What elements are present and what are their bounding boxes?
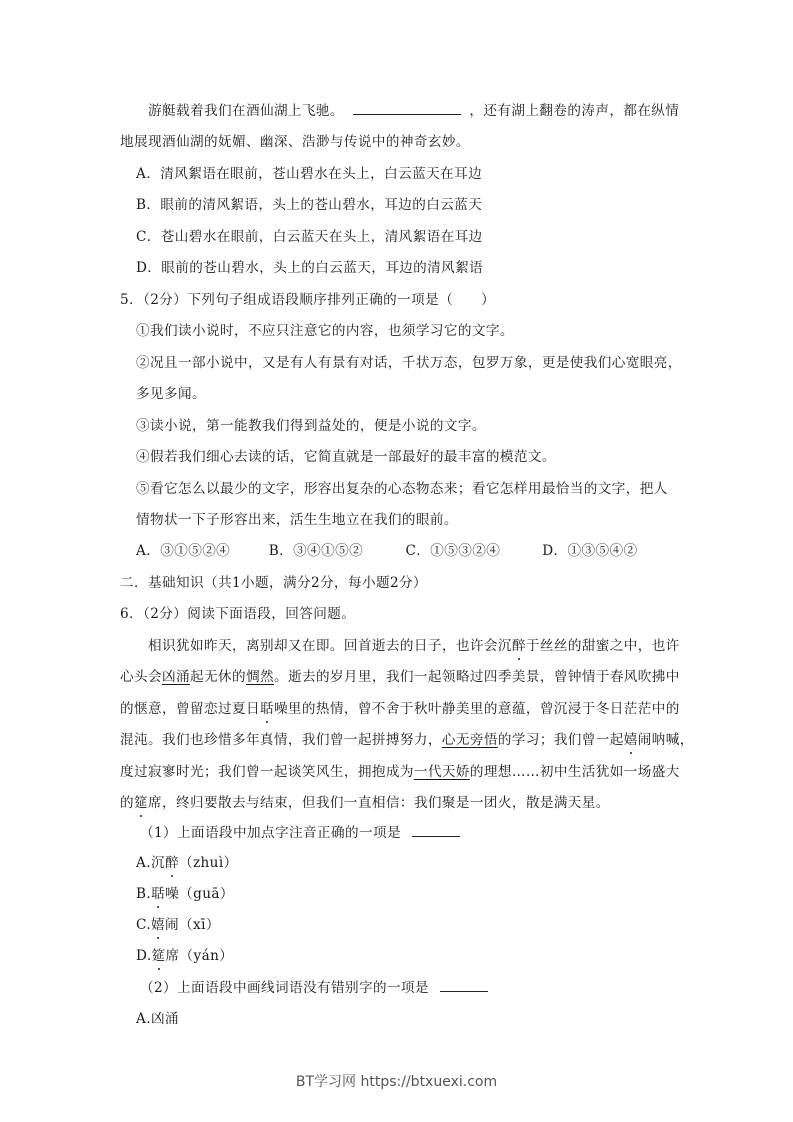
q6-sub2-option-a: A.凶涌 (136, 1011, 179, 1027)
q6-passage-line-1 (148, 636, 680, 656)
footer-watermark: BT学习网 https://btxuexi.com (295, 1074, 498, 1090)
option-text: 沉 (150, 855, 165, 871)
intro-option-d: D．眼前的苍山碧水，头上的白云蓝天，耳边的清风絮语 (136, 260, 484, 276)
q6-passage-line-2 (120, 667, 680, 687)
underlined-word: 凶涌 (161, 669, 190, 685)
pinyin: （zhuì） (178, 855, 238, 871)
dotted-char: 筵 (134, 795, 148, 811)
passage-text: 闹呐喊， (637, 732, 694, 748)
intro-option-b: B．眼前的清风絮语，头上的苍山碧水，耳边的白云蓝天 (136, 197, 483, 213)
passage-text: 心头会 (120, 669, 162, 685)
passage-text: 起无休的 (189, 669, 246, 685)
q6-sub1-option-a (136, 853, 238, 873)
option-label: B. (136, 886, 152, 902)
pinyin: （guā） (179, 886, 234, 902)
q5-option-d: D．①③⑤④② (542, 543, 638, 559)
q5-sentence-2-cont: 多见多闻。 (136, 386, 206, 402)
q6-passage-line-5 (120, 762, 680, 782)
q6-sub1-option-b (136, 884, 234, 904)
passage-text: 于丝丝的甜蜜之中，也许 (525, 638, 680, 654)
passage-text: 的学习；我们曾一起 (497, 732, 624, 748)
intro-text: ，还有湖上翻卷的涛声，都在纵情 (469, 103, 680, 119)
q5-sentence-2: ②况且一部小说中，又是有人有景有对话，千状万态，包罗万象，更是使我们心宽眼亮， (136, 355, 682, 371)
option-label: C. (136, 917, 152, 933)
intro-line-2: 地展现酒仙湖的妩媚、幽深、浩渺与传说中的神奇玄妙。 (120, 134, 470, 150)
q6-stem: 6．（2分）阅读下面语段，回答问题。 (120, 606, 356, 622)
q5-sentence-4: ④假若我们细心去读的话，它简直就是一部最好的最丰富的模范文。 (136, 449, 556, 465)
q5-sentence-5-cont: 情物状一下子形容出来，活生生地立在我们的眼前。 (136, 512, 458, 528)
answer-blank (440, 979, 488, 992)
q6-sub2-stem (140, 978, 488, 998)
passage-text: 度过寂寥时光；我们曾一起谈笑风生，拥抱成为 (120, 764, 414, 780)
q6-passage-line-3 (120, 699, 680, 719)
underlined-word: 惆然 (245, 669, 274, 685)
passage-text: 的 (120, 795, 134, 811)
dotted-char: 醉 (164, 855, 179, 871)
option-text: 噪 (165, 886, 180, 902)
dotted-char: 嬉 (623, 732, 638, 748)
q5-option-a: A．③①⑤②④ (136, 543, 231, 559)
passage-text: 噪里的热情，曾不舍于秋叶静美里的意蕴，曾沉浸于冬日茫茫中的 (273, 701, 680, 717)
section-heading: 二．基础知识（共1小题，满分2分，每小题2分） (120, 575, 428, 591)
q6-passage-line-4 (120, 730, 694, 750)
dotted-char: 聒 (151, 886, 166, 902)
q6-sub1-option-d (136, 946, 233, 966)
passage-text: 混沌。我们也珍惜多年真情，我们曾一起拼搏努力， (120, 732, 442, 748)
passage-text: 的惬意，曾留恋过夏日 (120, 701, 260, 717)
q5-options (136, 541, 637, 561)
option-label: A. (136, 855, 151, 871)
answer-blank (353, 102, 461, 115)
option-text: 闹 (165, 917, 180, 933)
q5-option-c: C．①⑤③②④ (405, 543, 501, 559)
q6-sub1-stem (140, 823, 460, 843)
intro-line-1 (148, 101, 679, 121)
passage-text: 席，终归要散去与结束，但我们一直相信：我们聚是一团火，散是满天星。 (148, 795, 610, 811)
answer-blank (412, 824, 460, 837)
intro-option-c: C．苍山碧水在眼前，白云蓝天在头上，清风絮语在耳边 (136, 229, 483, 245)
dotted-char: 嬉 (151, 917, 166, 933)
q6-passage-line-6 (120, 793, 610, 813)
option-text: 席 (165, 948, 180, 964)
passage-text: 。逝去的岁月里，我们一起领略过四季美景，曾钟情于春风吹拂中 (273, 669, 680, 685)
intro-option-a: A．清风絮语在眼前，苍山碧水在头上，白云蓝天在耳边 (136, 166, 483, 182)
dotted-char: 醉 (511, 638, 526, 654)
dotted-char: 筵 (151, 948, 166, 964)
q5-stem: 5．（2分）下列句子组成语段顺序排列正确的一项是（ ） (120, 292, 496, 308)
q5-sentence-3: ③读小说，第一能教我们得到益处的，便是小说的文字。 (136, 418, 486, 434)
q5-sentence-5: ⑤看它怎么以最少的文字，形容出复杂的心态物态来；看它怎样用最恰当的文字，把人 (136, 481, 668, 497)
underlined-word: 一代天娇 (413, 764, 470, 780)
dotted-char: 聒 (259, 701, 274, 717)
q6-sub1-option-c (136, 915, 220, 935)
sub-question-text: （1）上面语段中加点字注音正确的一项是 (140, 825, 401, 841)
passage-text: 相识犹如昨天，离别却又在即。回首逝去的日子，也许会沉 (148, 638, 512, 654)
pinyin: （yán） (179, 948, 234, 964)
option-label: D. (136, 948, 152, 964)
passage-text: 的理想……初中生活犹如一场盛大 (469, 764, 680, 780)
sub-question-text: （2）上面语段中画线词语没有错别字的一项是 (140, 980, 429, 996)
q5-sentence-1: ①我们读小说时，不应只注意它的内容，也须学习它的文字。 (136, 323, 514, 339)
underlined-word: 心无旁悟 (441, 732, 498, 748)
q5-option-b: B．③④①⑤② (268, 543, 364, 559)
pinyin: （xī） (179, 917, 220, 933)
intro-text: 游艇载着我们在酒仙湖上飞驰。 (148, 103, 344, 119)
